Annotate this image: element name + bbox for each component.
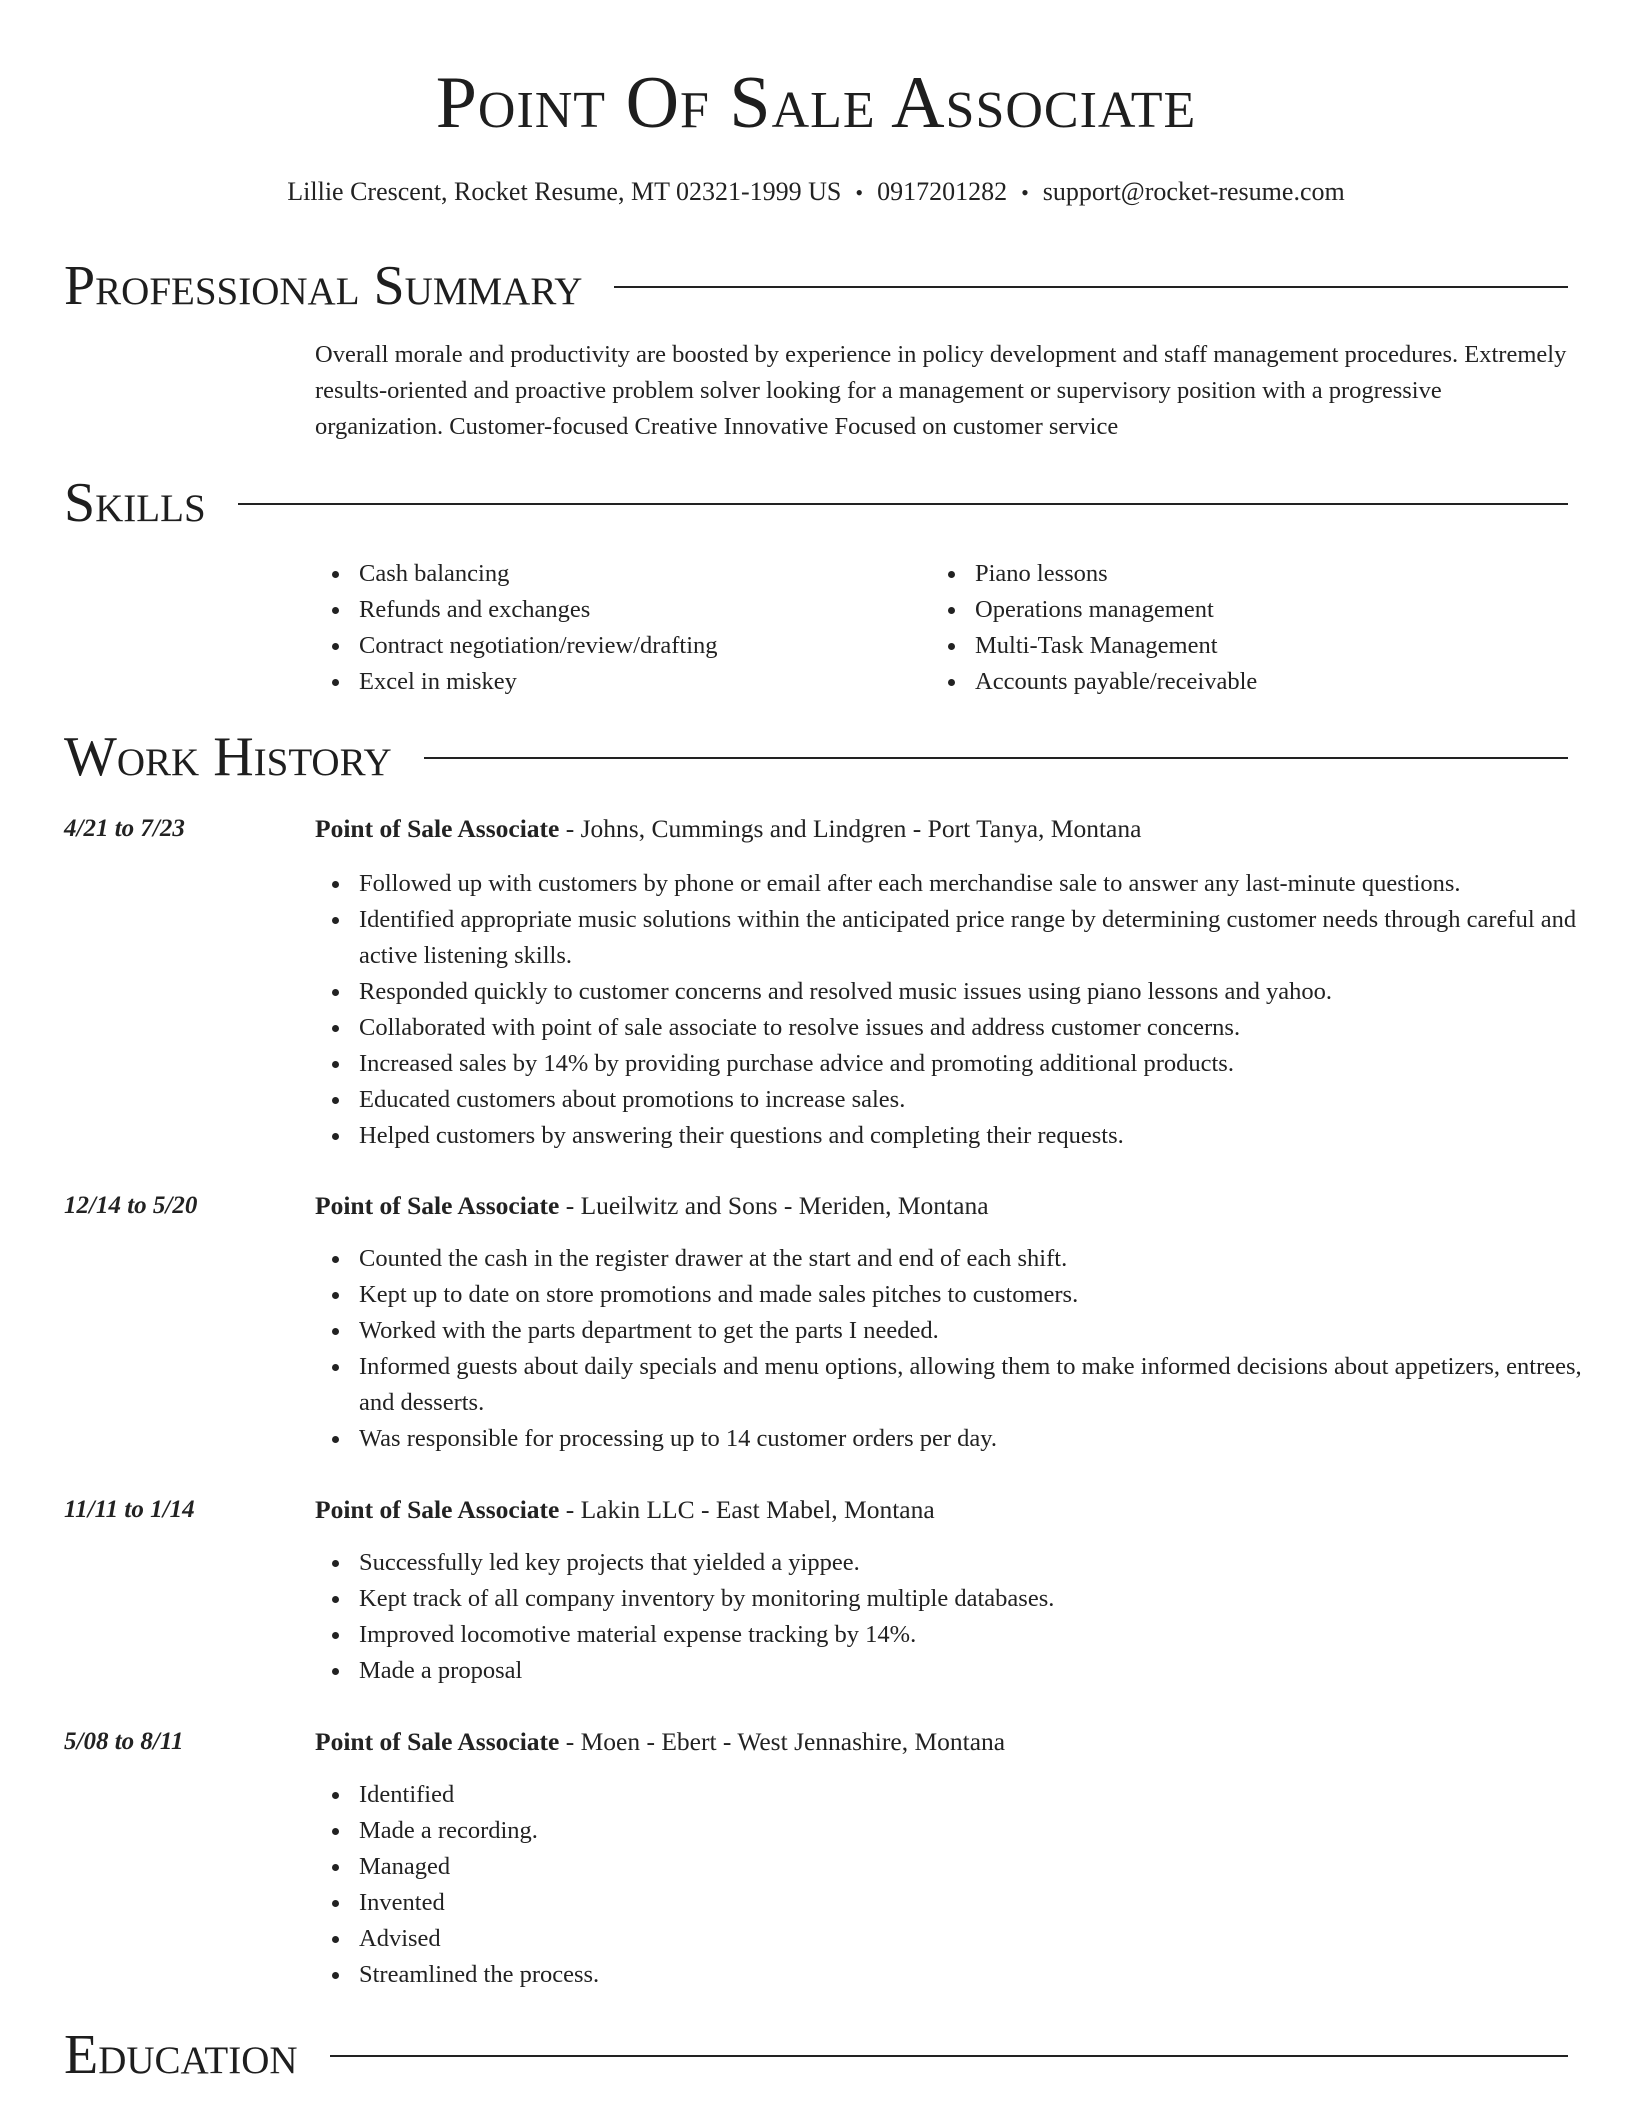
- section-title-summary: Professional Summary: [64, 255, 583, 317]
- skill-item: Piano lessons: [931, 556, 1531, 592]
- job-bullet: Streamlined the process.: [315, 1957, 1585, 1993]
- job-bullet: Identified appropriate music solutions within the anticipated price range by determining customer needs through careful and active listening skills.: [315, 902, 1585, 974]
- job-details: - Lakin LLC - East Mabel, Montana: [559, 1495, 935, 1524]
- job-bullet: Followed up with customers by phone or email after each merchandise sale to answer any last-minute questions.: [315, 866, 1585, 902]
- section-header-summary: [64, 251, 1568, 321]
- job-bullet: Was responsible for processing up to 14 customer orders per day.: [315, 1421, 1585, 1457]
- contact-separator: •: [855, 180, 864, 205]
- skill-item: Operations management: [931, 592, 1531, 628]
- job-bullets: [315, 1777, 1585, 1993]
- contact-phone: 0917201282: [877, 177, 1008, 206]
- job-bullet: Worked with the parts department to get the parts I needed.: [315, 1313, 1585, 1349]
- job-role: Point of Sale Associate: [315, 814, 560, 843]
- job-bullet: Advised: [315, 1921, 1585, 1957]
- section-header-education: [64, 2020, 1568, 2090]
- skills-list-right: [931, 556, 1531, 700]
- job-dates: 11/11 to 1/14: [64, 1496, 195, 1523]
- section-title-education: Education: [64, 2024, 298, 2086]
- section-divider: [330, 2055, 1568, 2057]
- job-bullet: Made a recording.: [315, 1813, 1585, 1849]
- job-bullet: Educated customers about promotions to increase sales.: [315, 1082, 1585, 1118]
- skill-item: Multi-Task Management: [931, 628, 1531, 664]
- section-divider: [614, 286, 1568, 288]
- skill-item: Cash balancing: [315, 556, 915, 592]
- job-dates: 12/14 to 5/20: [64, 1192, 198, 1219]
- job-bullet: Helped customers by answering their questions and completing their requests.: [315, 1118, 1585, 1154]
- skill-item: Refunds and exchanges: [315, 592, 915, 628]
- job-bullet: Kept track of all company inventory by monitoring multiple databases.: [315, 1581, 1585, 1617]
- job-bullet: Increased sales by 14% by providing purchase advice and promoting additional products.: [315, 1046, 1585, 1082]
- job-bullet: Managed: [315, 1849, 1585, 1885]
- skill-item: Accounts payable/receivable: [931, 664, 1531, 700]
- job-bullets: [315, 1241, 1585, 1457]
- job-header: [315, 811, 1141, 847]
- skills-list-left: [315, 556, 915, 700]
- job-bullet: Invented: [315, 1885, 1585, 1921]
- job-header: [315, 1188, 989, 1224]
- summary-text: Overall morale and productivity are boosted by experience in policy development and staff management procedures. Extremely results-oriented and proactive problem solver looking for a management or supervisory position with a progressive organization. Customer-focused Creative Innovative Focused on customer service: [315, 341, 1567, 440]
- contact-line: [0, 174, 1632, 211]
- job-role: Point of Sale Associate: [315, 1495, 560, 1524]
- contact-address: Lillie Crescent, Rocket Resume, MT 02321-1999 US: [287, 177, 842, 206]
- job-bullet: Counted the cash in the register drawer at the start and end of each shift.: [315, 1241, 1585, 1277]
- section-title-work-history: Work History: [64, 726, 392, 788]
- job-details: - Johns, Cummings and Lindgren - Port Tanya, Montana: [559, 814, 1142, 843]
- job-details: - Lueilwitz and Sons - Meriden, Montana: [559, 1191, 989, 1220]
- section-header-skills: [64, 468, 1568, 538]
- job-header: [315, 1492, 935, 1528]
- job-bullet: Identified: [315, 1777, 1585, 1813]
- job-bullet: Responded quickly to customer concerns and resolved music issues using piano lessons and yahoo.: [315, 974, 1585, 1010]
- job-bullet: Kept up to date on store promotions and made sales pitches to customers.: [315, 1277, 1585, 1313]
- contact-email: support@rocket-resume.com: [1042, 177, 1345, 206]
- job-details: - Moen - Ebert - West Jennashire, Montana: [559, 1727, 1006, 1756]
- contact-separator: •: [1021, 180, 1029, 205]
- job-header: [315, 1724, 1005, 1760]
- job-bullet: Successfully led key projects that yielded a yippee.: [315, 1545, 1585, 1581]
- section-divider: [238, 503, 1568, 505]
- job-dates: 4/21 to 7/23: [64, 815, 185, 842]
- section-divider: [424, 757, 1568, 759]
- job-bullet: Made a proposal: [315, 1653, 1585, 1689]
- skill-item: Excel in miskey: [315, 664, 915, 700]
- resume-title: Point Of Sale Associate: [435, 62, 1197, 144]
- job-bullets: [315, 866, 1585, 1154]
- job-dates: 5/08 to 8/11: [64, 1728, 184, 1755]
- job-role: Point of Sale Associate: [315, 1191, 560, 1220]
- job-role: Point of Sale Associate: [315, 1727, 560, 1756]
- section-title-skills: Skills: [64, 472, 206, 534]
- job-bullet: Improved locomotive material expense tracking by 14%.: [315, 1617, 1585, 1653]
- job-bullet: Informed guests about daily specials and menu options, allowing them to make informed decisions about appetizers, entrees, and desserts.: [315, 1349, 1585, 1421]
- job-bullet: Collaborated with point of sale associate to resolve issues and address customer concerns.: [315, 1010, 1585, 1046]
- skill-item: Contract negotiation/review/drafting: [315, 628, 915, 664]
- job-bullets: [315, 1545, 1585, 1689]
- section-header-work-history: [64, 722, 1568, 792]
